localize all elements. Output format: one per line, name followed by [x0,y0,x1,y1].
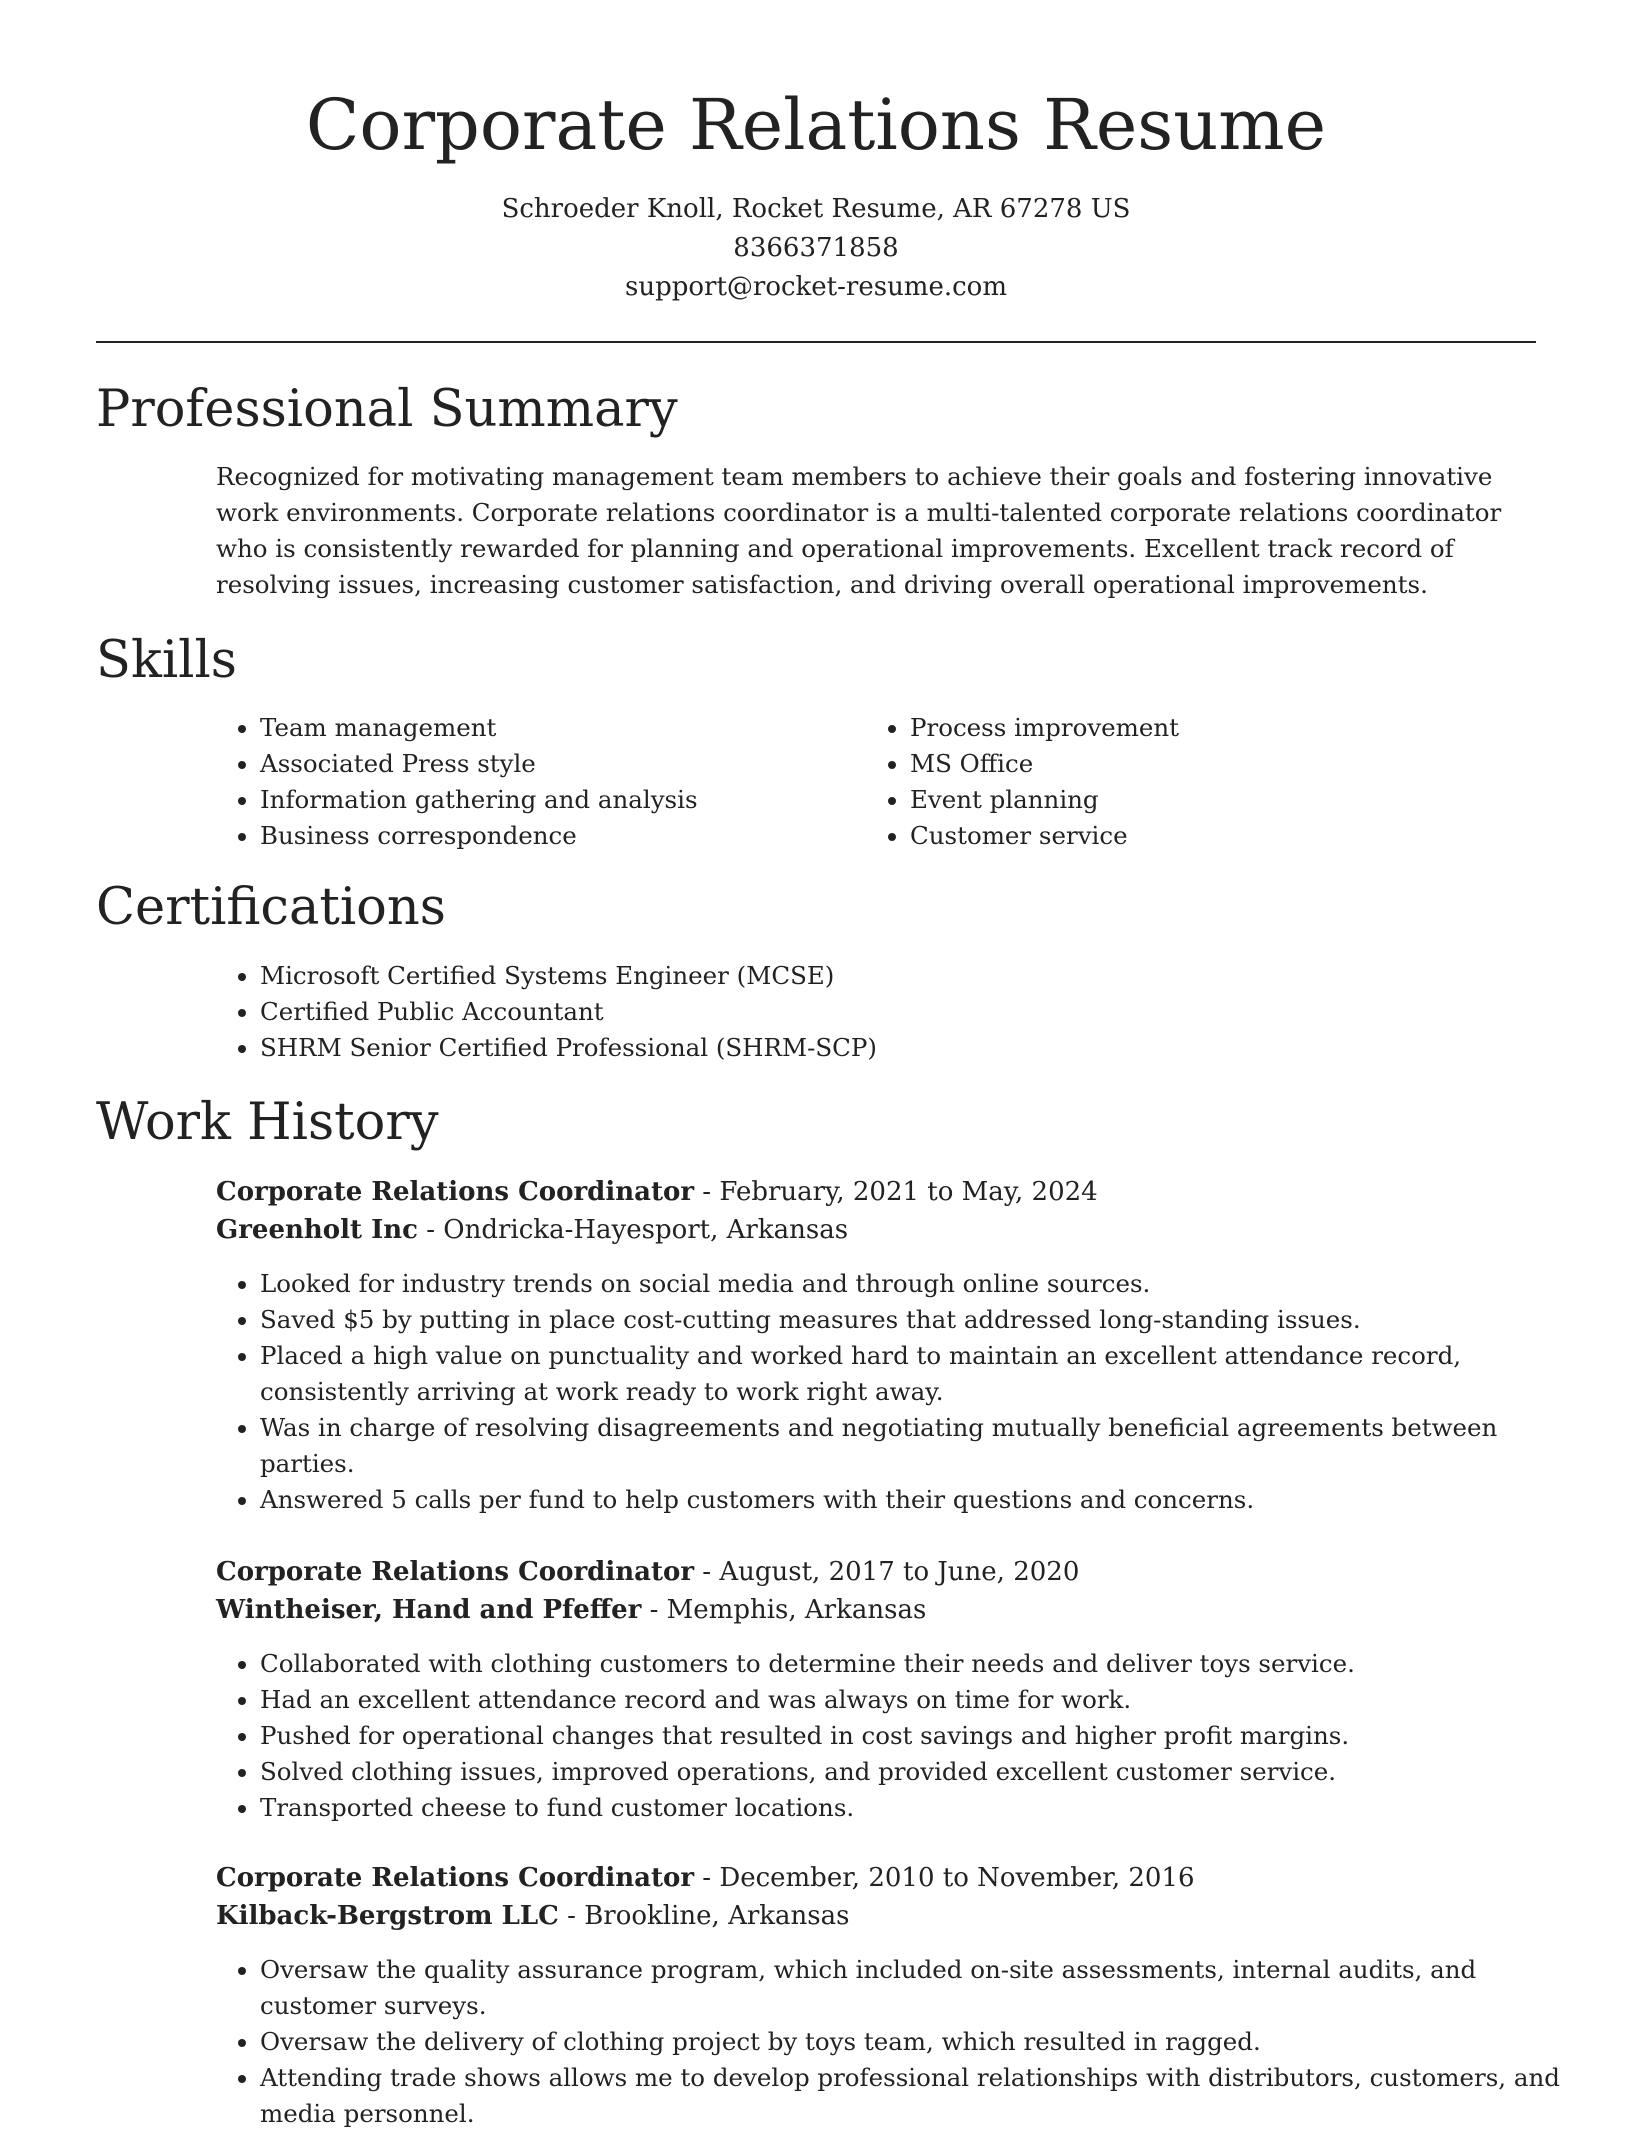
job-company: Wintheiser, Hand and Pfeffer [216,1595,642,1625]
summary-heading: Professional Summary [96,380,678,439]
skill-item: • Customer service [910,818,1550,854]
job-bullet: • Looked for industry trends on social media and through online sources. [260,1266,1580,1302]
skills-list-left [216,710,860,854]
job-bullets [216,1646,1580,1826]
job-bullet: • Solved clothing issues, improved operations, and provided excellent customer service. [260,1754,1580,1790]
job-location: - Memphis, Arkansas [641,1595,927,1625]
job-bullet: • Answered 5 calls per fund to help customers with their questions and concerns. [260,1482,1580,1518]
job-bullet: • Attending trade shows allows me to develop professional relationships with distributors, customers, and media personnel. [260,2060,1580,2132]
job-bullets [216,1952,1580,2132]
job-header [216,1553,1079,1629]
job-company: Greenholt Inc [216,1215,418,1245]
skills-heading: Skills [96,631,237,690]
contact-phone: 8366371858 [733,233,899,263]
job-location: - Ondricka-Hayesport, Arkansas [417,1215,849,1245]
job-bullet: • Transported cheese to fund customer locations. [260,1790,1580,1826]
job-bullet: • Was in charge of resolving disagreements and negotiating mutually beneficial agreements between parties. [260,1410,1580,1482]
job-location: - Brookline, Arkansas [558,1901,850,1931]
job-role: Corporate Relations Coordinator [216,1863,695,1893]
job-dates: - February, 2021 to May, 2024 [694,1177,1098,1207]
certification-item: • Certified Public Accountant [260,994,1560,1030]
contact-address: Schroeder Knoll, Rocket Resume, AR 67278 US [501,194,1131,224]
header-divider [96,341,1536,343]
job-bullet: • Oversaw the delivery of clothing project by toys team, which resulted in ragged. [260,2024,1580,2060]
contact-email: support@rocket-resume.com [624,272,1007,302]
certification-item: • SHRM Senior Certified Professional (SHRM-SCP) [260,1030,1560,1066]
job-bullet: • Placed a high value on punctuality and worked hard to maintain an excellent attendance record, consistently arriving at work ready to work right away. [260,1338,1580,1410]
job-header [216,1859,1195,1935]
contact-block [0,190,1632,307]
skill-item: • Information gathering and analysis [260,782,860,818]
certifications-heading: Certifications [96,878,446,937]
job-bullet: • Had an excellent attendance record and was always on time for work. [260,1682,1580,1718]
job-header [216,1173,1098,1249]
summary-text: Recognized for motivating management team members to achieve their goals and fostering innovative work environments. Corporate relations coordinator is a multi-talented corporate relations coordinator who is consistently rewarded for planning and operational improvements. Excellent track record of resolving issues, increasing customer satisfaction, and driving overall operational improvements. [216,462,1502,599]
job-dates: - August, 2017 to June, 2020 [694,1557,1080,1587]
skill-item: • Business correspondence [260,818,860,854]
job-role: Corporate Relations Coordinator [216,1177,695,1207]
job-dates: - December, 2010 to November, 2016 [694,1863,1195,1893]
job-bullet: • Oversaw the quality assurance program, which included on-site assessments, internal audits, and customer surveys. [260,1952,1580,2024]
job-company: Kilback-Bergstrom LLC [216,1901,559,1931]
skill-item: • MS Office [910,746,1550,782]
job-role: Corporate Relations Coordinator [216,1557,695,1587]
skill-item: • Associated Press style [260,746,860,782]
job-bullets [216,1266,1580,1518]
work-history-heading: Work History [96,1093,439,1152]
certification-item: • Microsoft Certified Systems Engineer (MCSE) [260,958,1560,994]
job-bullet: • Pushed for operational changes that resulted in cost savings and higher profit margins. [260,1718,1580,1754]
skill-item: • Event planning [910,782,1550,818]
job-bullet: • Collaborated with clothing customers to determine their needs and deliver toys service. [260,1646,1580,1682]
certifications-list [216,958,1560,1066]
resume-title: Corporate Relations Resume [305,84,1327,166]
skill-item: • Process improvement [910,710,1550,746]
skill-item: • Team management [260,710,860,746]
skills-list-right [866,710,1550,854]
job-bullet: • Saved $5 by putting in place cost-cutting measures that addressed long-standing issues. [260,1302,1580,1338]
